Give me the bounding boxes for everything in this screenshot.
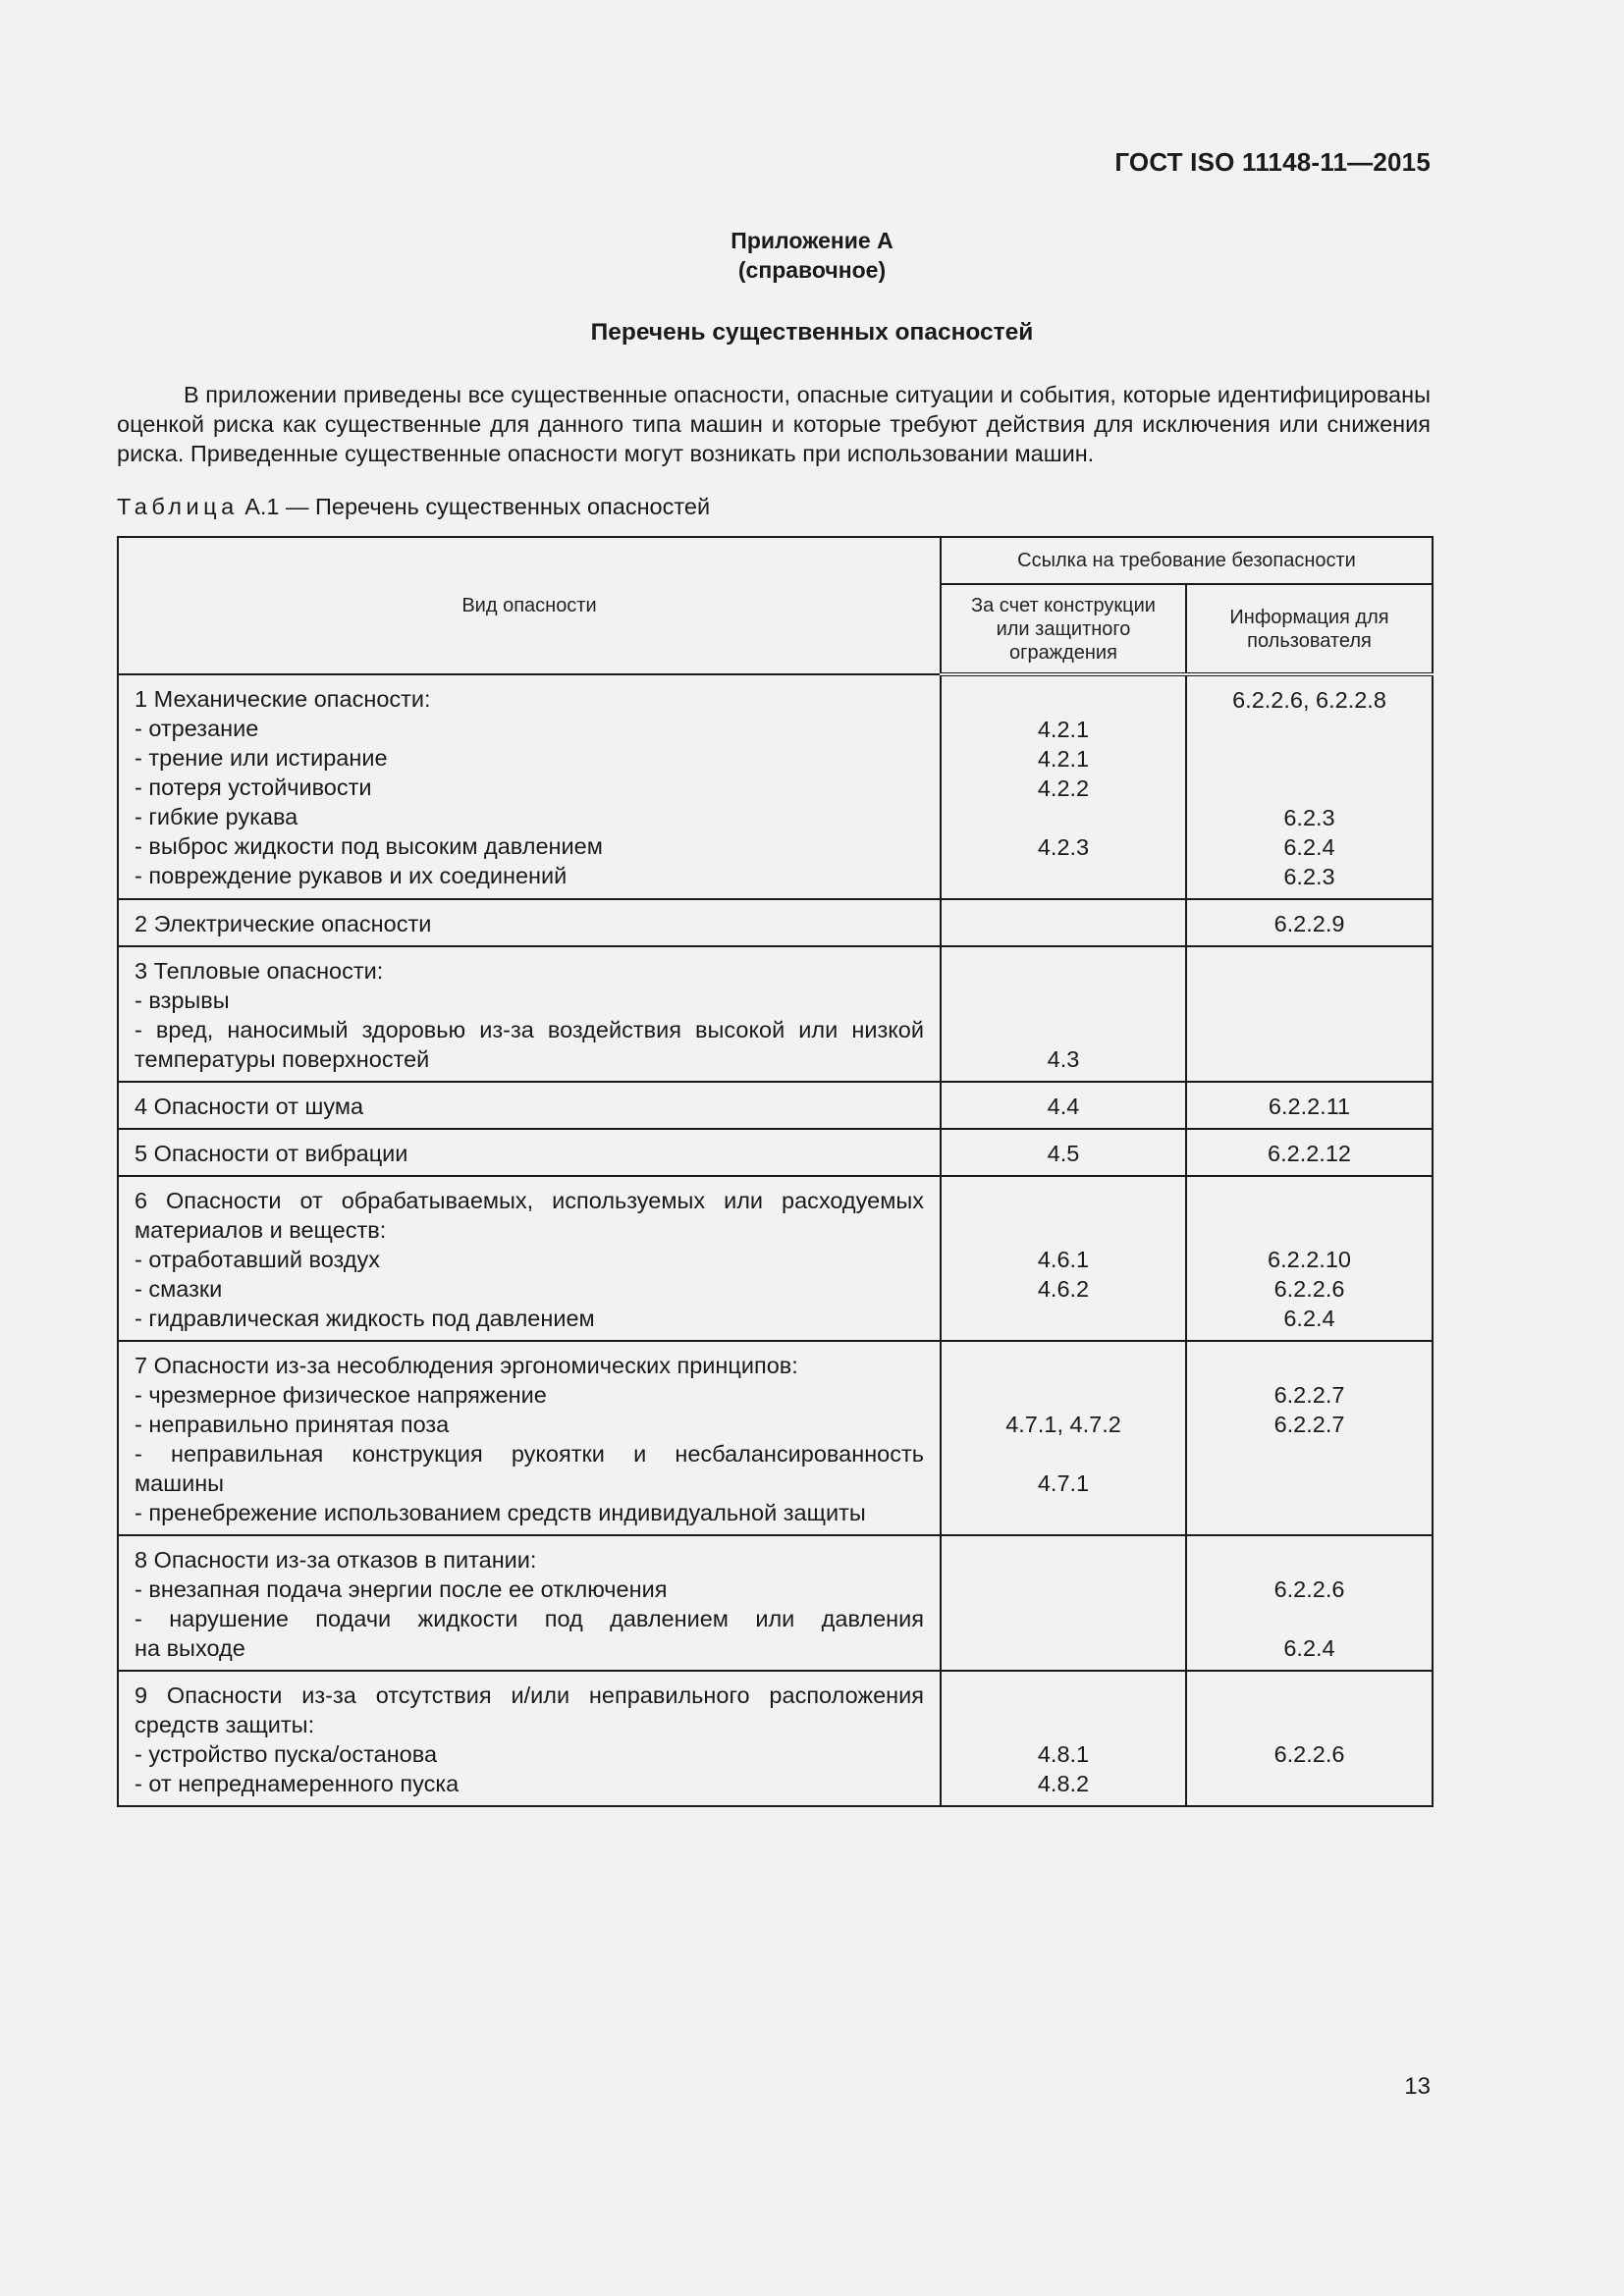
hazard-cell (118, 1341, 941, 1535)
user-info-reference (1191, 774, 1428, 803)
user-info-reference (1191, 715, 1428, 744)
user-info-cell (1186, 1341, 1433, 1535)
table-caption-prefix: Таблица (117, 494, 239, 519)
design-reference: 4.6.1 (1037, 1247, 1090, 1272)
hazard-item: - повреждение рукавов и их соединений (135, 863, 568, 888)
table-row (118, 1082, 1433, 1129)
hazard-cell (118, 674, 941, 899)
hazard-group-title: 3 Тепловые опасности: (135, 958, 384, 984)
hazard-group-title: 8 Опасности из-за отказов в питании: (135, 1547, 537, 1573)
hazard-group-title: 7 Опасности из-за несоблюдения эргономических принципов: (135, 1353, 798, 1378)
design-reference: 4.2.2 (1037, 775, 1090, 801)
user-info-cell (1186, 899, 1433, 946)
hazard-item: температуры поверхностей (135, 1046, 430, 1072)
table-row (118, 1671, 1433, 1806)
hazard-item: - устройство пуска/останова (135, 1741, 438, 1767)
user-info-reference (1191, 1215, 1428, 1245)
hazard-item: материалов и веществ: (135, 1217, 387, 1243)
user-info-reference: 6.2.2.10 (1268, 1247, 1351, 1272)
user-info-reference (1191, 1468, 1428, 1498)
design-reference: 4.7.1, 4.7.2 (1005, 1412, 1121, 1437)
hazard-item: - потеря устойчивости (135, 774, 372, 800)
table-row (118, 1535, 1433, 1671)
user-info-reference (1191, 1545, 1428, 1575)
user-info-reference: 6.2.4 (1283, 834, 1335, 860)
user-info-reference: 6.2.2.7 (1273, 1412, 1345, 1437)
section-title: Перечень существенных опасностей (590, 319, 1034, 346)
table-body (118, 674, 1433, 1806)
user-info-reference (1191, 1681, 1428, 1710)
table-row (118, 1129, 1433, 1176)
table-row (118, 1341, 1433, 1535)
hazard-item: - гидравлическая жидкость под давлением (135, 1306, 595, 1331)
hazard-item: - внезапная подача энергии после ее отключения (135, 1576, 668, 1602)
hazard-cell (118, 1535, 941, 1671)
hazard-group-title: 9 Опасности из-за отсутствия и/или неправильного расположения (135, 1682, 924, 1708)
document-code: ГОСТ ISO 11148-11—2015 (1114, 147, 1431, 177)
hazard-item: - гибкие рукава (135, 804, 298, 829)
table-caption-text: А.1 — Перечень существенных опасностей (244, 494, 711, 519)
user-info-reference: 6.2.2.12 (1268, 1141, 1351, 1166)
design-reference: 4.6.2 (1037, 1276, 1090, 1302)
user-info-reference (1191, 956, 1428, 986)
design-reference-cell (941, 1671, 1186, 1806)
hazard-item: - выброс жидкости под высоким давлением (135, 833, 603, 859)
design-reference: 4.3 (1047, 1046, 1080, 1072)
design-reference (946, 1681, 1181, 1710)
hazard-item: - взрывы (135, 988, 230, 1013)
page-number: 13 (1404, 2073, 1431, 2100)
hazard-item: - пренебрежение использованием средств индивидуальной защиты (135, 1500, 866, 1525)
user-info-reference: 6.2.4 (1283, 1306, 1335, 1331)
hazard-item: на выходе (135, 1635, 245, 1661)
user-info-reference: 6.2.2.6 (1273, 1576, 1345, 1602)
user-info-reference (1191, 986, 1428, 1015)
design-reference-cell (941, 1176, 1186, 1341)
design-reference: 4.4 (1047, 1094, 1080, 1119)
hazard-item: - нарушение подачи жидкости под давлением или давления (135, 1606, 924, 1631)
design-reference: 4.5 (1047, 1141, 1080, 1166)
user-info-reference (1191, 744, 1428, 774)
design-reference (946, 1351, 1181, 1380)
hazard-item: - вред, наносимый здоровью из-за воздействия высокой или низкой (135, 1017, 924, 1042)
user-info-cell (1186, 946, 1433, 1082)
design-reference (946, 1710, 1181, 1739)
user-info-reference: 6.2.2.11 (1268, 1094, 1351, 1119)
user-info-cell (1186, 1129, 1433, 1176)
design-reference (946, 956, 1181, 986)
user-info-cell (1186, 1082, 1433, 1129)
header-hazard-type: Вид опасности (118, 537, 941, 674)
design-reference (946, 1186, 1181, 1215)
hazard-item: - смазки (135, 1276, 223, 1302)
user-info-reference (1191, 1710, 1428, 1739)
header-user-info: Информация для пользователя (1186, 584, 1433, 674)
design-reference (946, 1380, 1181, 1410)
user-info-cell (1186, 1176, 1433, 1341)
design-reference (946, 909, 1181, 938)
appendix-subtitle: (справочное) (737, 257, 887, 283)
design-reference-cell (941, 946, 1186, 1082)
hazard-item: - неправильная конструкция рукоятки и несбалансированность (135, 1441, 924, 1467)
appendix-title: Приложение А (731, 228, 893, 253)
design-reference (946, 1439, 1181, 1468)
design-reference: 4.7.1 (1037, 1470, 1090, 1496)
intro-paragraph: В приложении приведены все существенные опасности, опасные ситуации и события, которые идентифицированы оценкой риска как существенные для данного типа машин и которые требуют действия для исключения или снижения риска. Приведенные существенные опасности могут возникать при использовании машин. (117, 382, 1431, 466)
design-reference (946, 685, 1181, 715)
design-reference-cell (941, 1082, 1186, 1129)
design-reference: 4.2.1 (1037, 746, 1090, 772)
hazard-group-title: 4 Опасности от шума (135, 1094, 364, 1119)
user-info-reference: 6.2.2.7 (1273, 1382, 1345, 1408)
hazard-group-title: 2 Электрические опасности (135, 911, 432, 936)
design-reference (946, 1015, 1181, 1044)
design-reference-cell (941, 1341, 1186, 1535)
hazard-group-title: 1 Механические опасности: (135, 686, 431, 712)
user-info-reference (1191, 1186, 1428, 1215)
design-reference (946, 1575, 1181, 1604)
table-row (118, 674, 1433, 899)
user-info-reference: 6.2.3 (1283, 805, 1335, 830)
user-info-reference (1191, 1498, 1428, 1527)
header-reference-group: Ссылка на требование безопасности (941, 537, 1433, 584)
design-reference (946, 1498, 1181, 1527)
user-info-reference (1191, 1044, 1428, 1074)
hazard-item: машины (135, 1470, 225, 1496)
user-info-cell (1186, 674, 1433, 899)
hazard-group-title: 5 Опасности от вибрации (135, 1141, 408, 1166)
hazard-item: - отработавший воздух (135, 1247, 381, 1272)
user-info-reference (1191, 1351, 1428, 1380)
table-row (118, 899, 1433, 946)
user-info-reference: 6.2.2.6 (1273, 1741, 1345, 1767)
table-caption (117, 494, 710, 520)
user-info-reference: 6.2.2.6, 6.2.2.8 (1232, 687, 1386, 713)
design-reference (946, 986, 1181, 1015)
design-reference-cell (941, 1129, 1186, 1176)
design-reference: 4.8.2 (1037, 1771, 1090, 1796)
design-reference (946, 1304, 1181, 1333)
design-reference-cell (941, 674, 1186, 899)
design-reference (946, 1215, 1181, 1245)
design-reference-cell (941, 899, 1186, 946)
user-info-reference (1191, 1439, 1428, 1468)
user-info-reference: 6.2.2.6 (1273, 1276, 1345, 1302)
user-info-reference: 6.2.3 (1283, 864, 1335, 889)
user-info-cell (1186, 1671, 1433, 1806)
appendix-heading (0, 226, 1624, 285)
hazard-item: - чрезмерное физическое напряжение (135, 1382, 547, 1408)
user-info-reference (1191, 1015, 1428, 1044)
user-info-reference: 6.2.4 (1283, 1635, 1335, 1661)
hazard-group-title: 6 Опасности от обрабатываемых, используемых или расходуемых (135, 1188, 924, 1213)
user-info-cell (1186, 1535, 1433, 1671)
design-reference (946, 862, 1181, 891)
hazard-item: средств защиты: (135, 1712, 315, 1737)
hazard-item: - от непреднамеренного пуска (135, 1771, 460, 1796)
hazard-cell (118, 1671, 941, 1806)
design-reference (946, 1633, 1181, 1663)
hazard-cell (118, 1082, 941, 1129)
hazard-item: - неправильно принятая поза (135, 1412, 450, 1437)
design-reference (946, 1604, 1181, 1633)
hazard-cell (118, 899, 941, 946)
user-info-reference (1191, 1604, 1428, 1633)
design-reference (946, 803, 1181, 832)
user-info-reference (1191, 1769, 1428, 1798)
design-reference-cell (941, 1535, 1186, 1671)
hazard-cell (118, 1176, 941, 1341)
hazard-cell (118, 946, 941, 1082)
design-reference: 4.2.3 (1037, 834, 1090, 860)
design-reference: 4.2.1 (1037, 717, 1090, 742)
hazard-item: - отрезание (135, 716, 259, 741)
table-row (118, 1176, 1433, 1341)
design-reference: 4.8.1 (1037, 1741, 1090, 1767)
hazard-item: - трение или истирание (135, 745, 388, 771)
hazard-cell (118, 1129, 941, 1176)
user-info-reference: 6.2.2.9 (1273, 911, 1345, 936)
design-reference (946, 1545, 1181, 1575)
table-row (118, 946, 1433, 1082)
hazards-table (117, 536, 1434, 1807)
header-design: За счет конструкции или защитного ограждения (941, 584, 1186, 674)
